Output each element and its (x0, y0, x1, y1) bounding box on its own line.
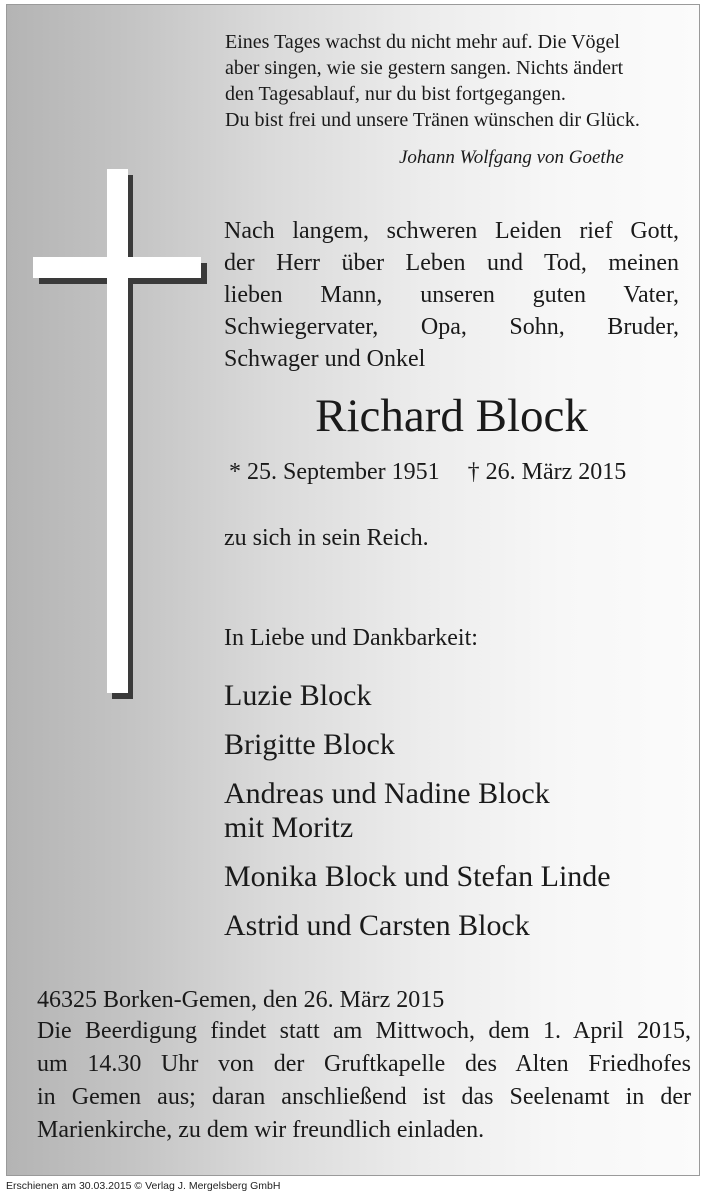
family-entry (224, 860, 611, 894)
family-entry-line: Monika Block und Stefan Linde (224, 860, 611, 893)
funeral-line: Die Beerdigung findet statt am Mittwoch, dem 1. April 2015, (37, 1018, 691, 1044)
poem-line: aber singen, wie sie gestern sangen. Nichts ändert (225, 57, 624, 79)
intro-line: Nach langem, schweren Leiden rief Gott, (224, 218, 679, 244)
funeral-line: Marienkirche, zu dem wir freundlich einladen. (37, 1117, 485, 1143)
family-entry-line: Brigitte Block (224, 728, 395, 761)
family-list (224, 679, 611, 958)
poem-line: den Tagesablauf, nur du bist fortgegangen. (225, 83, 566, 105)
deceased-name: Richard Block (315, 390, 588, 442)
family-entry-line: mit Moritz (224, 811, 354, 844)
thanks-heading: In Liebe und Dankbarkeit: (224, 625, 478, 651)
funeral-line: in Gemen aus; daran anschließend ist das Seelenamt in der (37, 1084, 691, 1110)
poem-line: Eines Tages wachst du nicht mehr auf. Die Vögel (225, 31, 620, 53)
birth-date: * 25. September 1951 (229, 459, 440, 485)
poem-line: Du bist frei und unsere Tränen wünschen dir Glück. (225, 109, 640, 131)
death-date: † 26. März 2015 (467, 459, 627, 485)
family-entry-line: Luzie Block (224, 679, 372, 712)
poem (225, 29, 685, 133)
family-entry (224, 777, 611, 845)
life-dates (229, 459, 626, 486)
obituary-notice (6, 4, 700, 1176)
family-entry-line: Astrid und Carsten Block (224, 909, 530, 942)
poem-author: Johann Wolfgang von Goethe (399, 147, 624, 168)
intro-line: Schwiegervater, Opa, Sohn, Bruder, (224, 314, 679, 340)
funeral-details (37, 1015, 691, 1147)
intro-line: Schwager und Onkel (224, 346, 426, 372)
cross-icon (33, 169, 207, 699)
family-entry (224, 728, 611, 762)
intro-line: lieben Mann, unseren guten Vater, (224, 282, 679, 308)
family-entry-line: Andreas und Nadine Block (224, 777, 550, 810)
intro-text (224, 215, 679, 375)
place-date: 46325 Borken-Gemen, den 26. März 2015 (37, 987, 445, 1013)
family-entry (224, 909, 611, 943)
family-entry (224, 679, 611, 713)
intro-line: der Herr über Leben und Tod, meinen (224, 250, 679, 276)
funeral-line: um 14.30 Uhr von der Gruftkapelle des Alten Friedhofes (37, 1051, 691, 1077)
closing-phrase: zu sich in sein Reich. (224, 525, 429, 551)
publication-footer: Erschienen am 30.03.2015 © Verlag J. Mergelsberg GmbH (6, 1180, 281, 1192)
